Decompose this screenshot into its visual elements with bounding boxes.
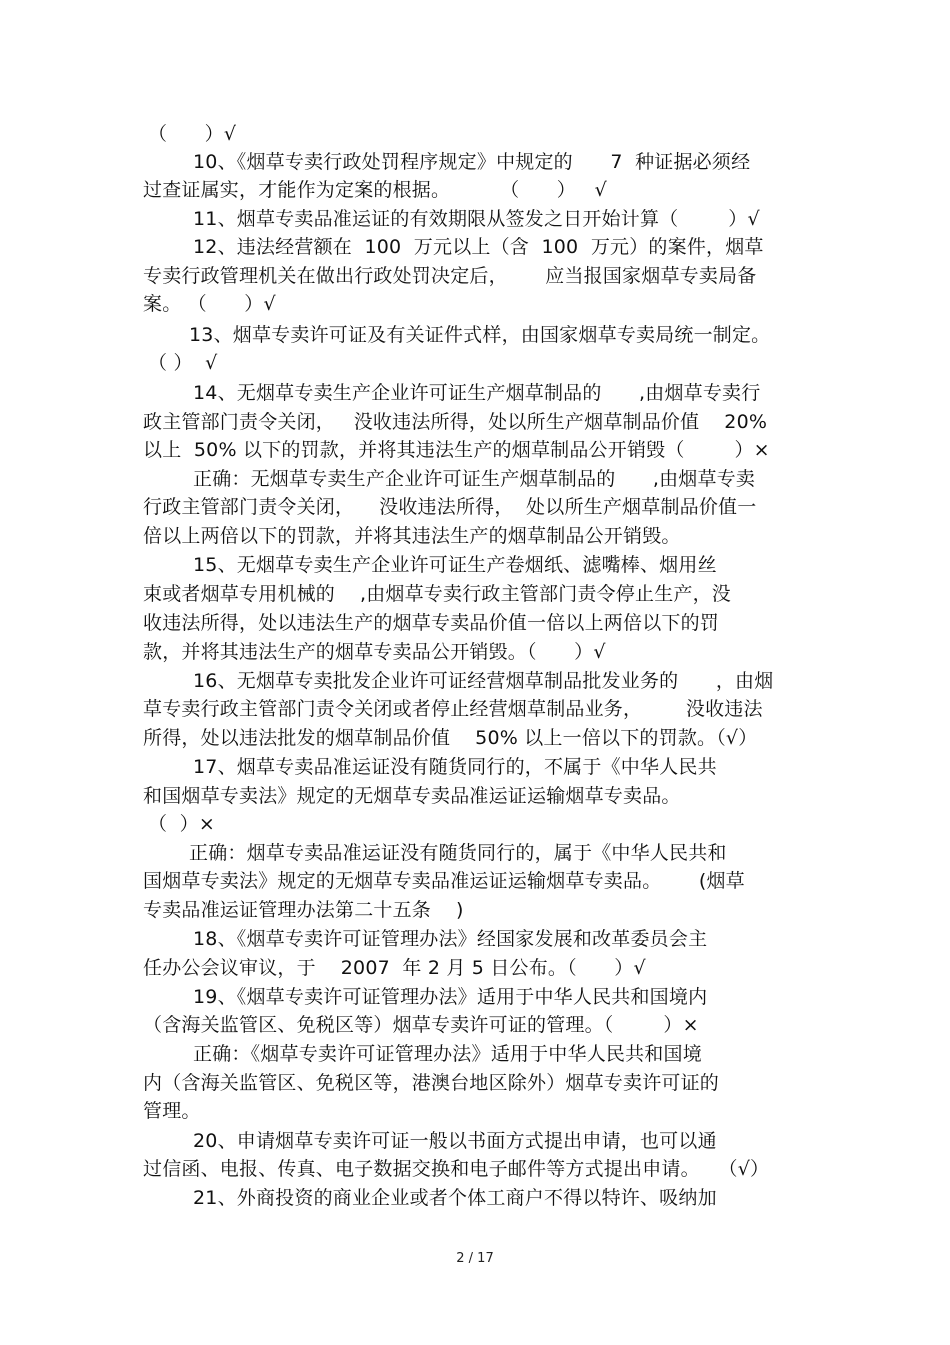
text-line: 21、外商投资的商业企业或者个体工商户不得以特许、吸纳加 (193, 1187, 717, 1209)
text-line: 案。 （ ）√ (143, 293, 276, 315)
text-line: 所得，处以违法批发的烟草制品价值 50% 以上一倍以下的罚款。（√） (143, 727, 758, 749)
text-line: 20、申请烟草专卖许可证一般以书面方式提出申请，也可以通 (193, 1130, 717, 1152)
text-line: 17、烟草专卖品准运证没有随货同行的，不属于《中华人民共 (193, 756, 717, 778)
text-line: 政主管部门责令关闭， 没收违法所得，处以所生产烟草制品价值 20% (143, 411, 768, 433)
text-line: （ ）× (148, 813, 215, 835)
text-line: 倍以上两倍以下的罚款，并将其违法生产的烟草制品公开销毁。 (143, 525, 681, 547)
text-line: （含海关监管区、免税区等）烟草专卖许可证的管理。（ ）× (143, 1014, 699, 1036)
text-line: 10、《烟草专卖行政处罚程序规定》中规定的 7 种证据必须经 (193, 151, 751, 173)
text-line: 19、《烟草专卖许可证管理办法》适用于中华人民共和国境内 (193, 986, 708, 1008)
text-line: （ ） √ (148, 352, 218, 374)
text-line: 18、《烟草专卖许可证管理办法》经国家发展和改革委员会主 (193, 928, 708, 950)
text-line: 款，并将其违法生产的烟草专卖品公开销毁。（ ）√ (143, 641, 606, 663)
text-line: 行政主管部门责令关闭， 没收违法所得， 处以所生产烟草制品价值一 (143, 496, 757, 518)
text-line: 12、违法经营额在 100 万元以上（含 100 万元）的案件，烟草 (193, 236, 764, 258)
text-line: 国烟草专卖法》规定的无烟草专卖品准运证运输烟草专卖品。 (烟草 (143, 870, 745, 892)
text-line: 任办公会议审议，于 2007 年 2 月 5 日公布。（ ）√ (143, 957, 646, 979)
text-line: 11、烟草专卖品准运证的有效期限从签发之日开始计算（ ）√ (193, 208, 760, 230)
text-line: 正确：无烟草专卖生产企业许可证生产烟草制品的 ,由烟草专卖 (193, 468, 756, 490)
text-line: 管理。 (143, 1100, 201, 1122)
text-line: 正确：《烟草专卖许可证管理办法》适用于中华人民共和国境 (193, 1043, 702, 1065)
text-line: 过信函、电报、传真、电子数据交换和电子邮件等方式提出申请。 （√） (143, 1158, 770, 1180)
text-line: 16、无烟草专卖批发企业许可证经营烟草制品批发业务的 ，由烟 (193, 670, 774, 692)
text-line: 束或者烟草专用机械的 ,由烟草专卖行政主管部门责令停止生产，没 (143, 583, 731, 605)
text-line: 和国烟草专卖法》规定的无烟草专卖品准运证运输烟草专卖品。 (143, 785, 681, 807)
text-line: 专卖行政管理机关在做出行政处罚决定后， 应当报国家烟草专卖局备 (143, 265, 757, 287)
text-line: 草专卖行政主管部门责令关闭或者停止经营烟草制品业务， 没收违法 (143, 698, 763, 720)
page-number: 2 / 17 (456, 1251, 494, 1266)
text-line: 过查证属实，才能作为定案的根据。 （ ） √ (143, 179, 607, 201)
text-line: 13、烟草专卖许可证及有关证件式样，由国家烟草专卖局统一制定。 (189, 324, 771, 346)
text-line: 14、无烟草专卖生产企业许可证生产烟草制品的 ,由烟草专卖行 (193, 382, 761, 404)
text-line: 正确：烟草专卖品准运证没有随货同行的，属于《中华人民共和 (189, 842, 727, 864)
text-line: 收违法所得，处以违法生产的烟草专卖品价值一倍以上两倍以下的罚 (143, 612, 720, 634)
text-line: 专卖品准运证管理办法第二十五条 ) (143, 899, 464, 921)
text-line: 以上 50% 以下的罚款，并将其违法生产的烟草制品公开销毁（ ）× (143, 439, 770, 461)
text-line: 15、无烟草专卖生产企业许可证生产卷烟纸、滤嘴棒、烟用丝 (193, 554, 717, 576)
text-line: （ ）√ (148, 123, 237, 145)
text-line: 内（含海关监管区、免税区等，港澳台地区除外）烟草专卖许可证的 (143, 1072, 720, 1094)
